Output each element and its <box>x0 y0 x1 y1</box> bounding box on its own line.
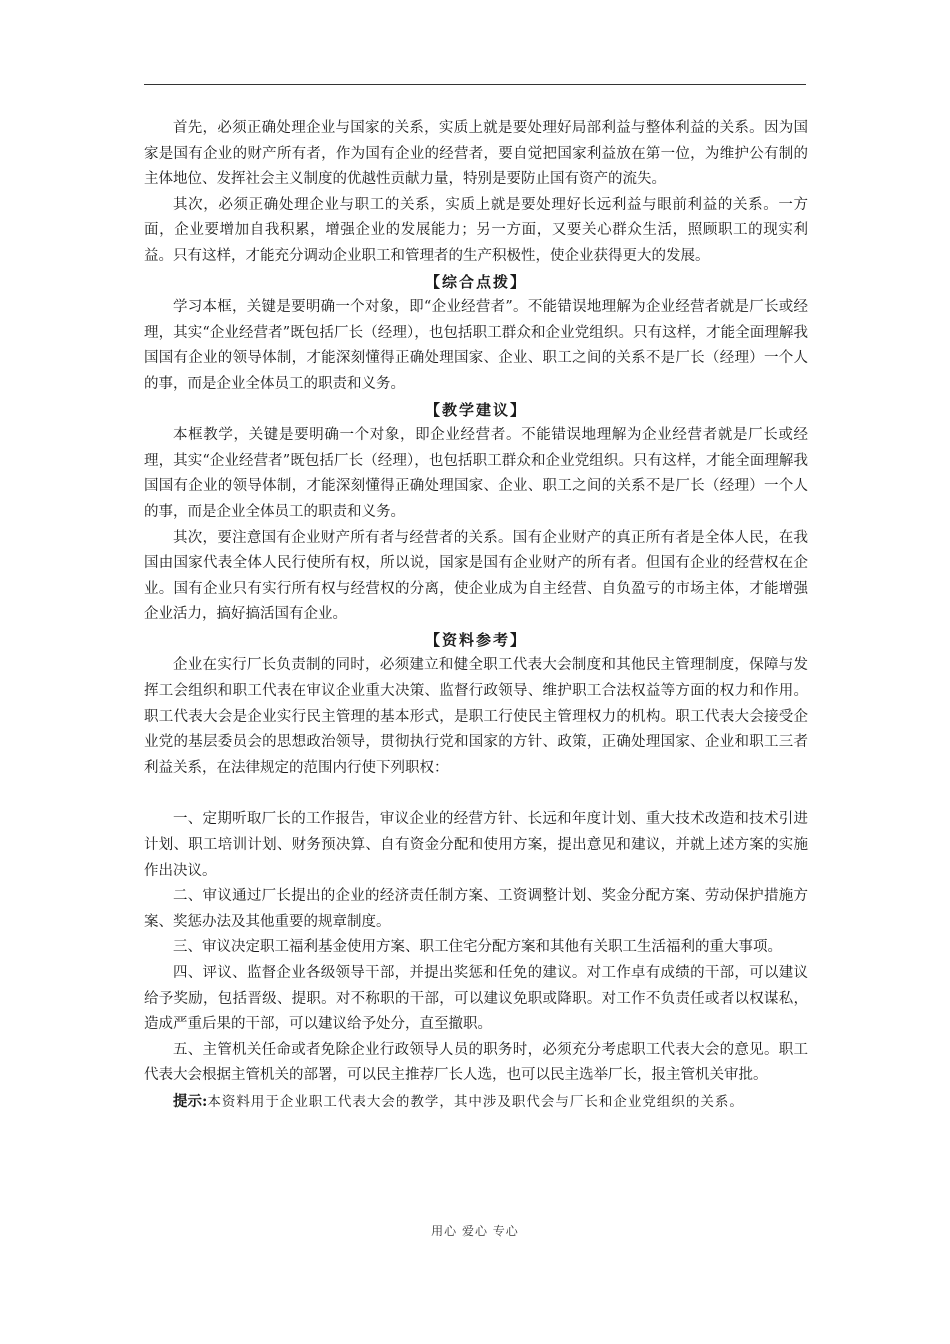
tip-text: 本资料用于企业职工代表大会的教学，其中涉及职代会与厂长和企业党组织的关系。 <box>207 1093 744 1110</box>
spacer <box>144 781 808 807</box>
list-item: 二、审议通过厂长提出的企业的经济责任制方案、工资调整计划、奖金分配方案、劳动保护措施方案、奖惩办法及其他重要的规章制度。 <box>144 888 808 930</box>
paragraph: 企业在实行厂长负责制的同时，必须建立和健全职工代表大会制度和其他民主管理制度，保障与发挥工会组织和职工代表在审议企业重大决策、监督行政领导、维护职工合法权益等方面的权力和作用。职工代表大会是企业实行民主管理的基本形式，是职工行使民主管理权力的机构。职工代表大会接受企业党的基层委员会的思想政治领导，贯彻执行党和国家的方针、政策，正确处理国家、企业和职工三者利益关系，在法律规定的范围内行使下列职权： <box>144 657 808 776</box>
header-rule <box>144 84 806 85</box>
section-heading-summary: 【综合点拨】 <box>424 272 527 291</box>
list-item: 五、主管机关任命或者免除企业行政领导人员的职务时，必须充分考虑职工代表大会的意见。职工代表大会根据主管机关的部署，可以民主推荐厂长人选，也可以民主选举厂长，报主管机关审批。 <box>144 1041 808 1084</box>
list-item: 四、评议、监督企业各级领导干部，并提出奖惩和任免的建议。对工作卓有成绩的干部，可以建议给予奖励，包括晋级、提职。对不称职的干部，可以建议免职或降职。对工作不负责任或者以权谋私，造成严重后果的干部，可以建议给予处分，直至撤职。 <box>144 965 808 1033</box>
list-item: 一、定期听取厂长的工作报告，审议企业的经营方针、长远和年度计划、重大技术改造和技术引进计划、职工培训计划、财务预决算、自有资金分配和使用方案，提出意见和建议，并就上述方案的实施作出决议。 <box>144 811 808 879</box>
tip-label: 提示: <box>173 1092 208 1110</box>
page-footer: 用心 爱心 专心 <box>431 1224 519 1238</box>
paragraph: 本框教学，关键是要明确一个对象，即企业经营者。不能错误地理解为企业经营者就是厂长或经理，其实“企业经营者”既包括厂长（经理），也包括职工群众和企业党组织。只有这样，才能全面理解我国国有企业的领导体制，才能深刻懂得正确处理国家、企业、职工之间的关系不是厂长（经理）一个人的事，而是企业全体员工的职责和义务。 <box>144 427 808 520</box>
section-heading-teaching: 【教学建议】 <box>424 400 527 419</box>
list-item: 三、审议决定职工福利基金使用方案、职工住宅分配方案和其他有关职工生活福利的重大事项。 <box>173 939 782 956</box>
paragraph: 其次，必须正确处理企业与职工的关系，实质上就是要处理好长远利益与眼前利益的关系。一方面，企业要增加自我积累，增强企业的发展能力；另一方面，又要关心群众生活，照顾职工的现实利益。只有这样，才能充分调动企业职工和管理者的生产积极性，使企业获得更大的发展。 <box>144 196 808 264</box>
paragraph: 首先，必须正确处理企业与国家的关系，实质上就是要处理好局部利益与整体利益的关系。因为国家是国有企业的财产所有者，作为国有企业的经营者，要自觉把国家利益放在第一位，为维护公有制的主体地位、发挥社会主义制度的优越性贡献力量，特别是要防止国有资产的流失。 <box>144 120 808 188</box>
document-body <box>144 116 808 1116</box>
section-heading-reference: 【资料参考】 <box>424 630 527 649</box>
tip-paragraph <box>144 1089 808 1116</box>
paragraph: 学习本框，关键是要明确一个对象，即“企业经营者”。不能错误地理解为企业经营者就是厂长或经理，其实“企业经营者”既包括厂长（经理），也包括职工群众和企业党组织。只有这样，才能全面理解我国国有企业的领导体制，才能深刻懂得正确处理国家、企业、职工之间的关系不是厂长（经理）一个人的事，而是企业全体员工的职责和义务。 <box>144 299 808 392</box>
paragraph: 其次，要注意国有企业财产所有者与经营者的关系。国有企业财产的真正所有者是全体人民，在我国由国家代表全体人民行使所有权，所以说，国家是国有企业财产的所有者。但国有企业的经营权在企业。国有企业只有实行所有权与经营权的分离，使企业成为自主经营、自负盈亏的市场主体，才能增强企业活力，搞好搞活国有企业。 <box>144 529 808 623</box>
